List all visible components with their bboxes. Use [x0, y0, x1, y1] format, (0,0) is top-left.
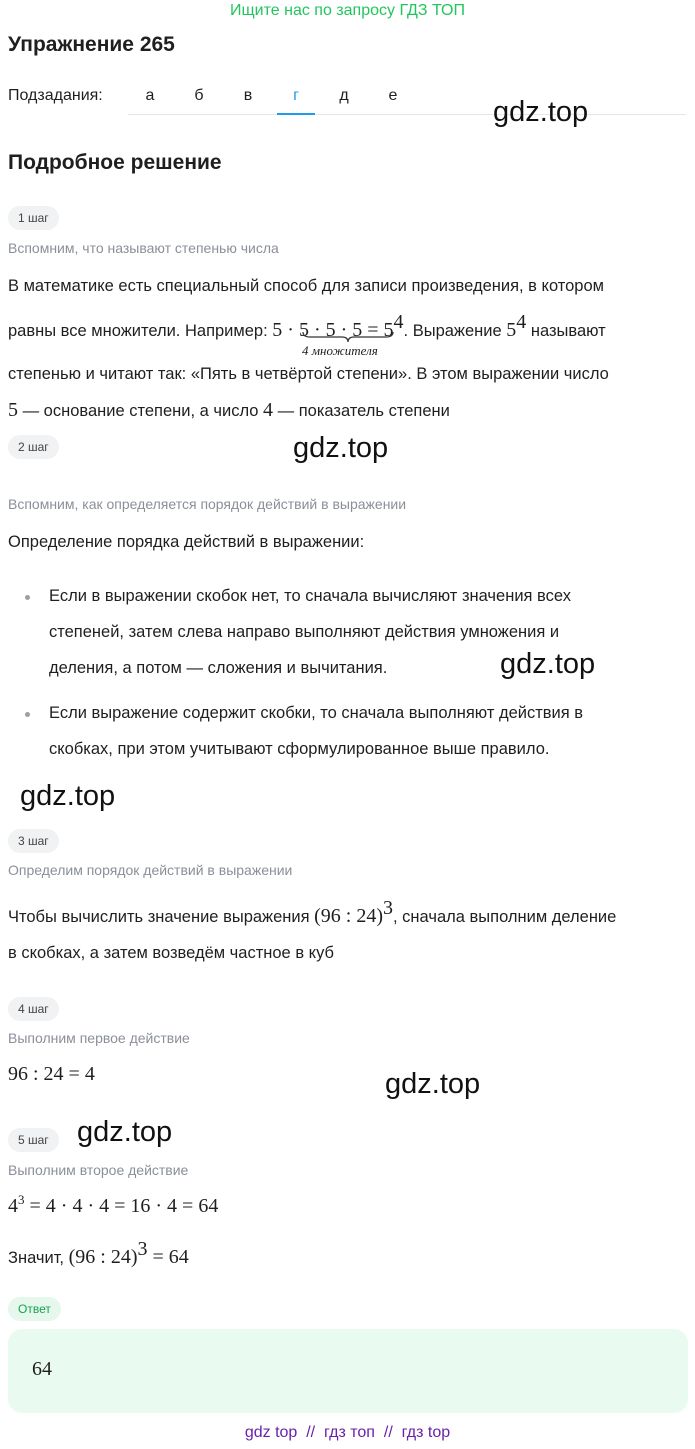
footer-separator: // [383, 1424, 393, 1441]
step-3-text [8, 890, 688, 971]
tab-b[interactable]: б [194, 87, 204, 104]
step-1-badge: 1 шаг [8, 206, 59, 230]
watermark: gdz.top [500, 648, 596, 680]
watermark: gdz.top [293, 432, 389, 464]
tab-v[interactable]: в [243, 87, 253, 104]
brace-label: 4 множителя [302, 343, 378, 358]
solution-title: Подробное решение [8, 151, 222, 174]
watermark: gdz.top [20, 780, 116, 812]
step-3-badge: 3 шаг [8, 829, 59, 853]
step-4-hint: Выполним первое действие [8, 1030, 190, 1046]
step-2-hint: Вспомним, как определяется порядок действий в выражении [8, 496, 407, 512]
tab-d[interactable]: д [339, 87, 349, 104]
step-2-badge: 2 шаг [8, 435, 59, 459]
exercise-title: Упражнение 265 [8, 33, 175, 56]
answer-badge: Ответ [8, 1297, 61, 1321]
step-1-line-4: 5 — основание степени, а число 4 — показатель степени [8, 399, 450, 421]
tabs-divider [128, 114, 686, 115]
step-1-line-1: В математике есть специальный способ для записи произведения, в котором [8, 277, 604, 295]
step-3-line-2: в скобках, а затем возведём частное в куб [8, 944, 334, 962]
step-2-bullet-2: Если выражение содержит скобки, то сначала выполняют действия в скобках, при этом учитывают сформулированное выше правило. [49, 704, 584, 758]
step-3-line-1: Чтобы вычислить значение выражения (96 : 24)$^3$, сначала выполним деление [8, 897, 617, 927]
step-1-text-cont [8, 356, 688, 429]
step-4-badge: 4 шаг [8, 997, 59, 1021]
tab-e[interactable]: е [388, 87, 398, 104]
bullet-icon [25, 595, 30, 600]
step-3-hint: Определим порядок действий в выражении [8, 862, 293, 878]
step-5-equation: $4^3 = 4 \cdot 4 \cdot 4 = 16 \cdot 4 = 64$ [8, 1192, 219, 1217]
watermark: gdz.top [493, 96, 589, 128]
step-5-conclusion: Значит, (96 : 24)$^3$ = 64 [8, 1238, 189, 1268]
step-1-line-3: степенью и читают так: «Пять в четвёртой степени». В этом выражении число [8, 365, 609, 383]
bullet-icon [25, 712, 30, 717]
step-1-product: 5 · 5 · 5 · 5 [272, 319, 363, 341]
step-2-text: Определение порядка действий в выражении: [8, 533, 365, 551]
step-1-line-2: равны все множители. Например: $5 \cdot 5 \cdot 5 \cdot 5 = 5^4$. Выражение $5^4$ называют [8, 311, 606, 341]
step-2-bullet-1: Если в выражении скобок нет, то сначала вычисляют значения всех степеней, затем слева направо выполняют действия умножения и деления, а потом — сложения и вычитания. [49, 587, 571, 677]
footer-links [0, 1424, 695, 1442]
step-5-hint: Выполним второе действие [8, 1162, 189, 1178]
footer-link-3[interactable]: гдз top [401, 1424, 451, 1441]
step-5-badge: 5 шаг [8, 1128, 59, 1152]
active-tab-indicator [277, 113, 315, 115]
subtasks-label: Подзадания: [8, 87, 103, 104]
footer-link-2[interactable]: гдз топ [324, 1424, 375, 1441]
footer-link-1[interactable]: gdz top [244, 1424, 298, 1441]
watermark: gdz.top [77, 1116, 173, 1148]
tab-g[interactable]: г [293, 87, 299, 104]
watermark: gdz.top [385, 1068, 481, 1100]
answer-box [8, 1329, 688, 1413]
step-1-hint: Вспомним, что называют степенью числа [8, 240, 279, 256]
underbrace-icon [302, 331, 394, 343]
answer-value: 64 [32, 1358, 52, 1380]
footer-separator: // [306, 1424, 316, 1441]
top-banner[interactable]: Ищите нас по запросу ГДЗ ТОП [230, 2, 465, 19]
step-4-equation: 96 : 24 = 4 [8, 1063, 95, 1085]
tab-a[interactable]: а [145, 87, 155, 104]
